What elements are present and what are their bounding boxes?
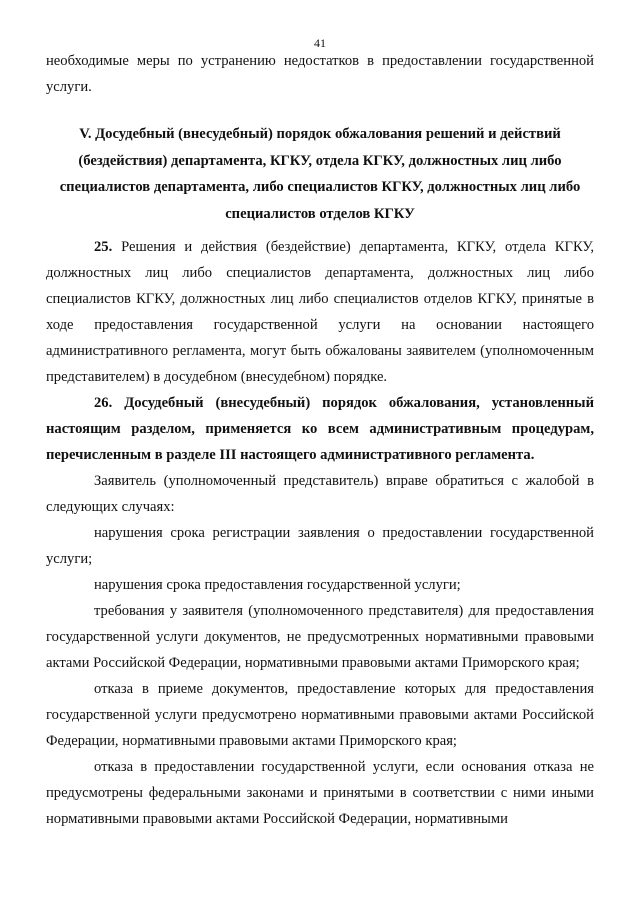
intro-paragraph (46, 48, 594, 100)
paragraph-number: 26. (94, 395, 113, 411)
intro-text: необходимые меры по устранению недостатков в предоставлении государственной услуги. (46, 53, 594, 95)
paragraph-number: 25. (94, 239, 113, 255)
case-item: нарушения срока предоставления государственной услуги; (94, 577, 461, 593)
section-heading: V. Досудебный (внесудебный) порядок обжалования решений и действий (бездействия) департамента, КГКУ, отдела КГКУ, должностных лиц либо специалистов департамента, либо специалистов КГКУ, должностных лиц либо специалистов отделов КГКУ (59, 126, 581, 222)
paragraph-text: Досудебный (внесудебный) порядок обжалования, установленный настоящим разделом, применяется ко всем административным процедурам, перечисленным в разделе III настоящего административного регламента. (46, 395, 594, 463)
case-item: требования у заявителя (уполномоченного представителя) для предоставления государственной услуги документов, не предусмотренных нормативными правовыми актами Российской Федерации, нормативными правовыми актами Приморского края; (46, 603, 594, 671)
case-item: нарушения срока регистрации заявления о предоставлении государственной услуги; (46, 525, 594, 567)
case-item: отказа в предоставлении государственной услуги, если основания отказа не предусмотрены федеральными законами и принятыми в соответствии с ними иными нормативными правовыми актами Российской Федерации, нормативными (46, 759, 594, 827)
paragraph-25 (46, 234, 594, 390)
case-item: отказа в приеме документов, предоставление которых для предоставления государственной услуги предусмотрено нормативными правовыми актами Российской Федерации, нормативными правовыми актами Приморского края; (46, 681, 594, 749)
list-intro: Заявитель (уполномоченный представитель) вправе обратиться с жалобой в следующих случаях: (46, 473, 594, 515)
body-text (46, 234, 594, 832)
paragraph-26 (46, 390, 594, 468)
page-number: 41 (314, 36, 326, 50)
paragraph-text: Решения и действия (бездействие) департамента, КГКУ, отдела КГКУ, должностных лиц либо специалистов департамента, должностных лиц либо специалистов КГКУ, должностных лиц либо специалистов отделов КГКУ, принятые в ходе предоставления государственной услуги на основании настоящего административного регламента, могут быть обжалованы заявителем (уполномоченным представителем) в досудебном (внесудебном) порядке. (46, 239, 594, 385)
